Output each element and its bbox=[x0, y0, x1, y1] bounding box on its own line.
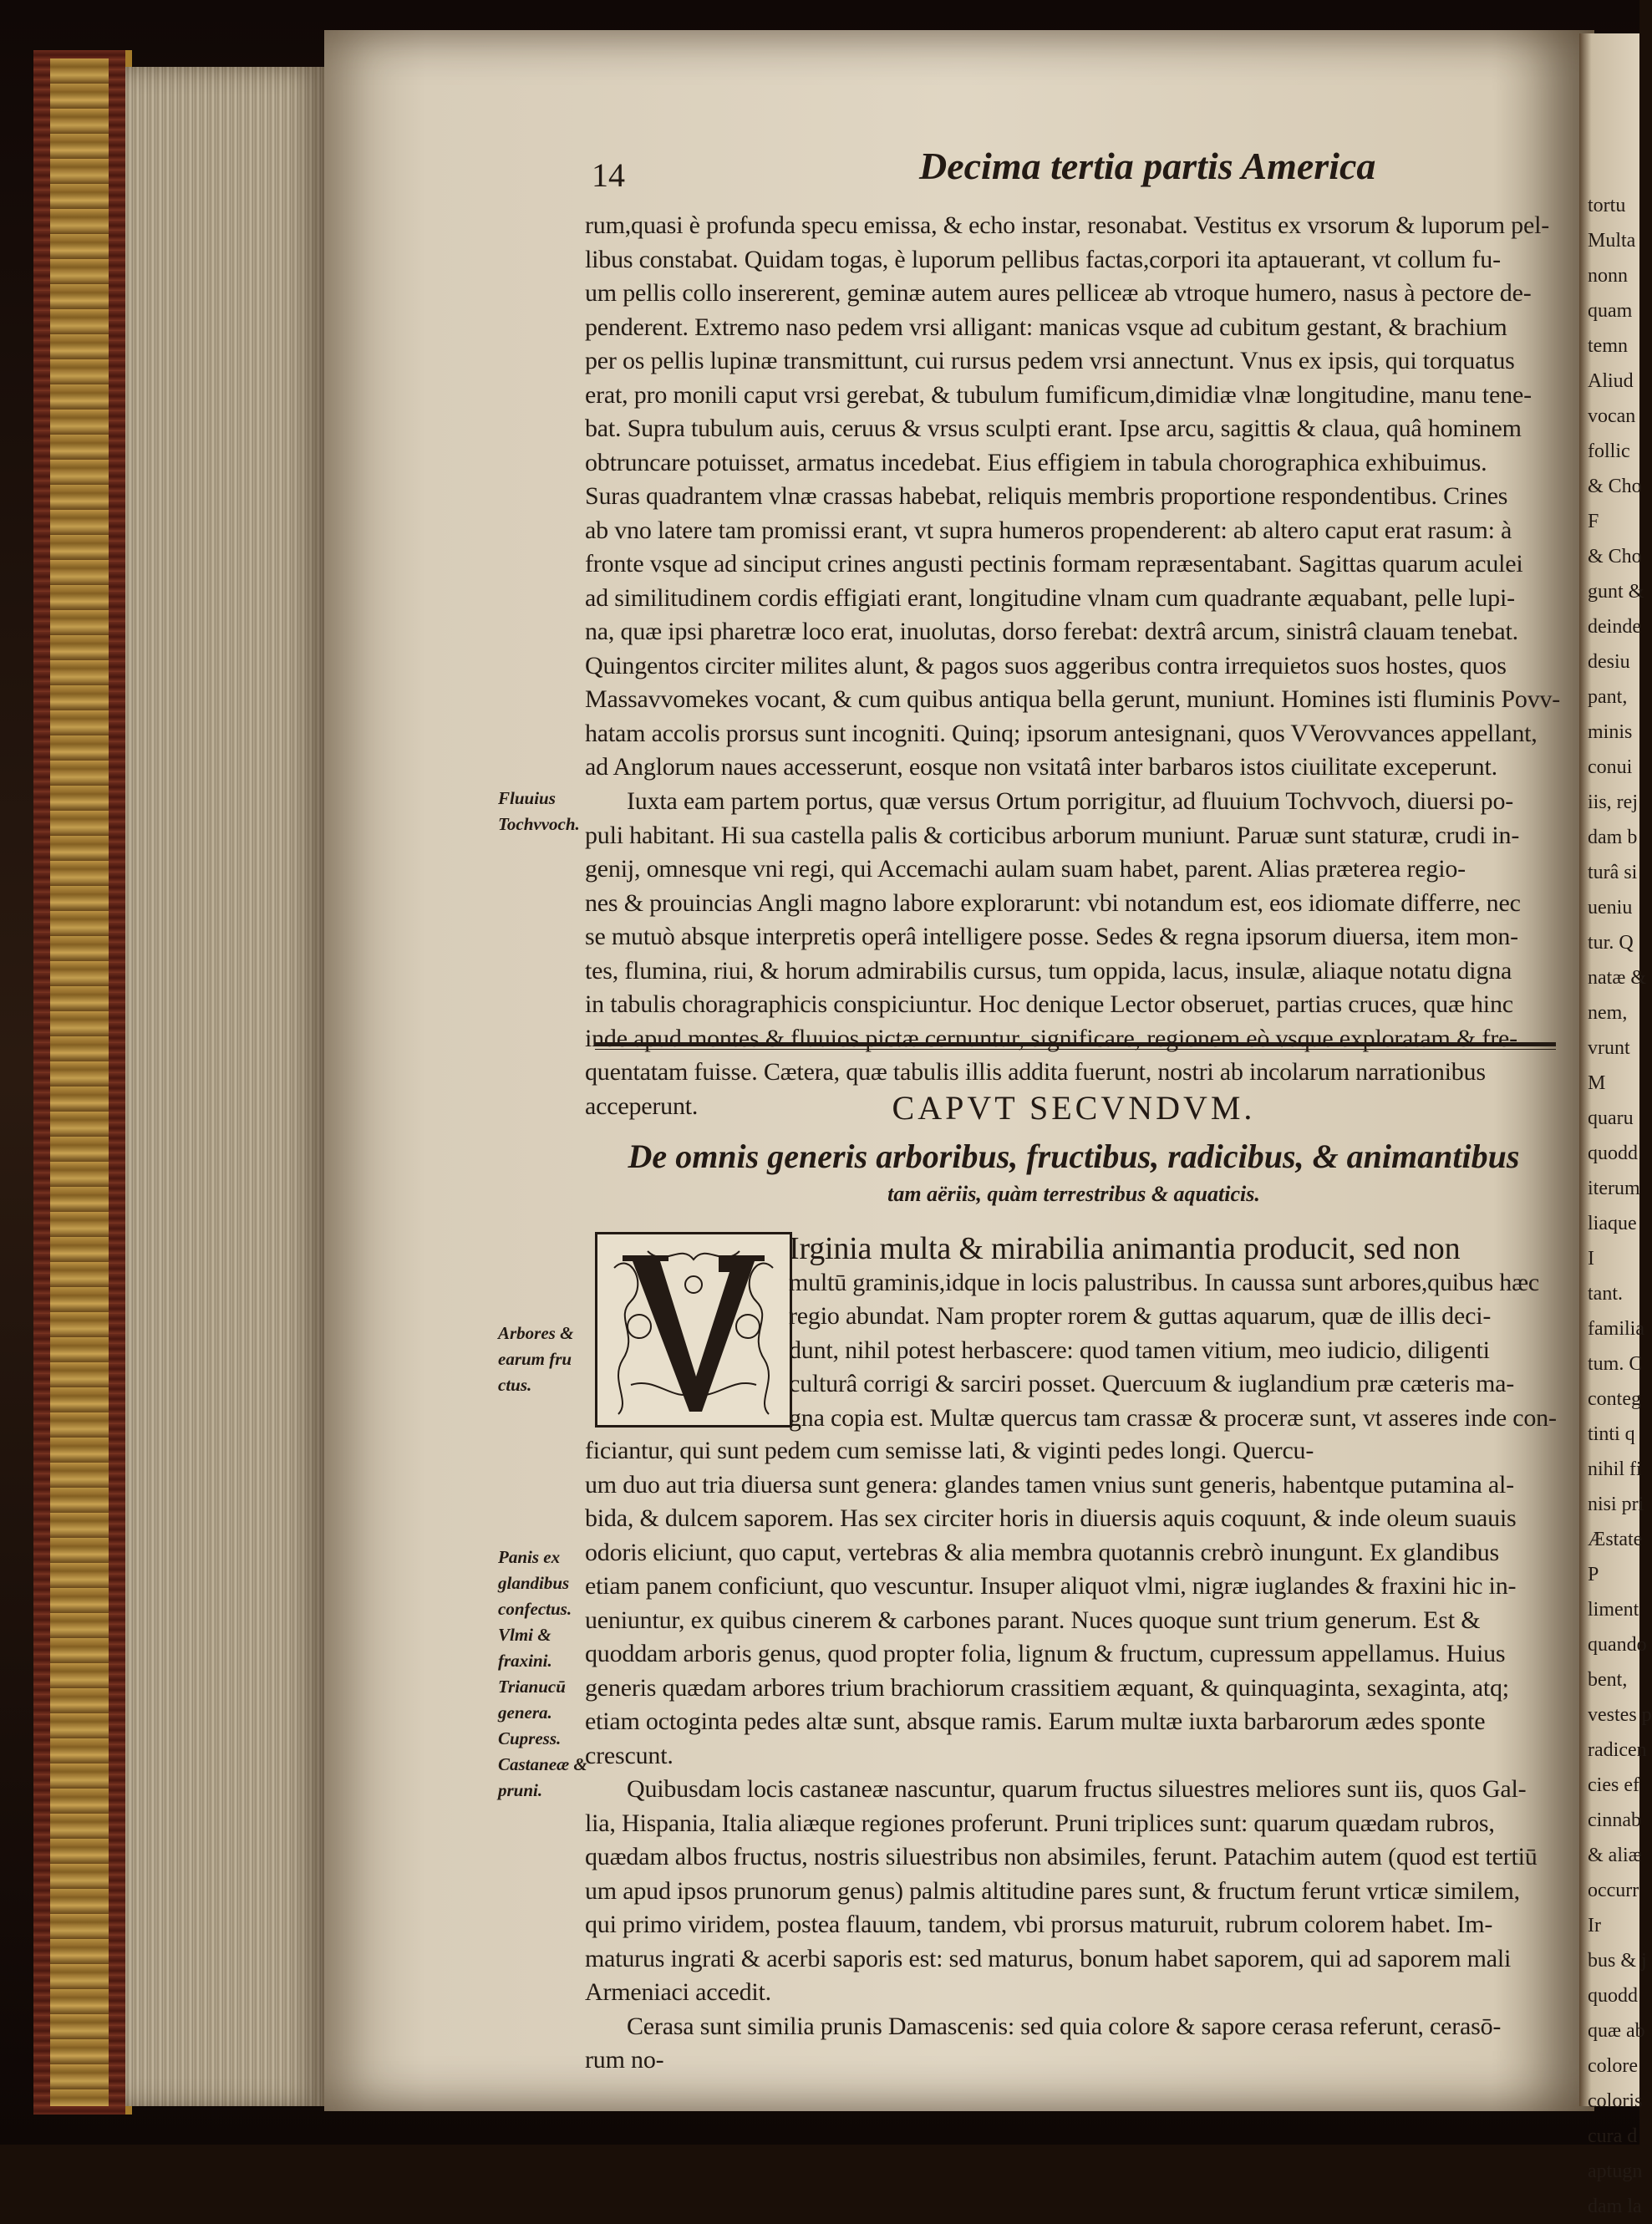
right-page-fragment: tur. Q bbox=[1588, 932, 1634, 954]
right-page-fragment: colore bbox=[1588, 2055, 1638, 2077]
text-line: gna copia est. Multæ quercus tam crassæ & proceræ sunt, vt asseres inde con- bbox=[789, 1403, 1557, 1432]
right-page-fragment: vrunt bbox=[1588, 1037, 1630, 1059]
text-line: na, quæ ipsi pharetræ loco erat, inuolutas, dorso ferebat: dextrâ arcum, sinistrâ clauam tenebat. bbox=[585, 618, 1518, 645]
text-line: quoddam arboris genus, quod propter folia, lignum & fructum, cupressum appellamus. Huius bbox=[585, 1640, 1506, 1667]
right-page-fragment: conui bbox=[1588, 756, 1633, 778]
text-line: qui primo viridem, postea flauum, tandem, vbi prorsus maturuit, rubrum colorem habet. Im- bbox=[585, 1911, 1493, 1938]
page-edges bbox=[125, 67, 326, 2106]
right-page-fragment: tant. bbox=[1588, 1283, 1623, 1305]
right-page-fragment: liment bbox=[1588, 1599, 1639, 1621]
right-page-fragment: occurr bbox=[1588, 1880, 1639, 1901]
right-page-text-fragments bbox=[1588, 188, 1652, 2224]
section-3-text bbox=[585, 1434, 1563, 2078]
chapter-rule bbox=[595, 1042, 1556, 1046]
right-page-fragment: quaru bbox=[1588, 1107, 1634, 1129]
chapter-rule-thin bbox=[595, 1049, 1556, 1050]
right-page-fragment: Æstate bbox=[1588, 1529, 1643, 1550]
margin-note-line: genera. bbox=[498, 1702, 552, 1723]
right-page-fragment: cies ef bbox=[1588, 1774, 1639, 1796]
right-page-fragment: quodd bbox=[1588, 1143, 1638, 1164]
right-page-fragment: bus & j bbox=[1588, 1950, 1647, 1972]
text-line: Quingentos circiter milites alunt, & pagos suos aggeribus contra irrequietos suos hostes, quos bbox=[585, 651, 1507, 679]
right-page-fragment: & Cho bbox=[1588, 476, 1642, 497]
section-2-text bbox=[585, 785, 1563, 1123]
margin-note-line: ctus. bbox=[498, 1375, 532, 1395]
margin-note-arbores bbox=[498, 1321, 573, 1398]
right-page-fragment: tortu bbox=[1588, 195, 1626, 216]
text-line: rum no- bbox=[585, 2046, 664, 2074]
text-line: ad similitudinem cordis effigiati erant, longitudine vlnam cum quadrante æquabant, pelle lupi- bbox=[585, 583, 1515, 612]
text-line: nes & prouincias Angli magno labore explorarunt: vbi notandum est, eos idiomate differre, nec bbox=[585, 888, 1521, 917]
right-page-fragment: nihil fi bbox=[1588, 1458, 1642, 1480]
text-line: hatam accolis prorsus sunt incogniti. Quinq; ipsorum antesignani, quos VVerovvances appellant, bbox=[585, 719, 1538, 747]
text-line: Cerasa sunt similia prunis Damascenis: sed quia colore & sapore cerasa referunt, cerasō- bbox=[627, 2012, 1502, 2040]
margin-note-line: Cupress. bbox=[498, 1728, 562, 1748]
margin-note-line: Vlmi & bbox=[498, 1625, 552, 1645]
margin-note-panis bbox=[498, 1545, 587, 1804]
chapter-subtitle-line1: De omnis generis arboribus, fructibus, radicibus, & animantibus bbox=[628, 1137, 1520, 1175]
right-page-fragment: conteg bbox=[1588, 1388, 1641, 1410]
right-page-fragment: natæ & bbox=[1588, 967, 1646, 989]
right-page-fragment: nonn bbox=[1588, 265, 1628, 287]
text-line: Iuxta eam partem portus, quæ versus Ortum porrigitur, ad fluuium Tochvvoch, diuersi po- bbox=[627, 787, 1514, 815]
margin-note-line: confectus. bbox=[498, 1599, 572, 1619]
margin-note-line: Tochvvoch. bbox=[498, 814, 580, 834]
margin-note-line: Panis ex bbox=[498, 1547, 561, 1567]
text-line: um duo aut tria diuersa sunt genera: glandes tamen vnius sunt generis, habentque putamina al- bbox=[585, 1470, 1514, 1499]
text-line: etiam octoginta pedes altæ sunt, absque ramis. Earum multæ iuxta barbarorum ædes sponte bbox=[585, 1707, 1486, 1735]
right-page-fragment: Ir bbox=[1588, 1915, 1601, 1936]
right-page-fragment: quodd bbox=[1588, 1985, 1638, 2007]
right-page-fragment: dam la bbox=[1588, 2196, 1642, 2217]
right-page-fragment: pant, bbox=[1588, 686, 1628, 708]
right-page-fragment: aptugn bbox=[1588, 2160, 1643, 2182]
text-line: inde apud montes & fluuios pictæ cernuntur, significare, regionem eò vsque exploratam & fre- bbox=[585, 1024, 1517, 1052]
text-line: etiam panem conficiunt, quo vescuntur. Insuper aliquot vlmi, nigræ iuglandes & fraxini hic in- bbox=[585, 1572, 1517, 1600]
text-line: um pellis collo insererent, geminæ autem aures pelliceæ ab vtroque humero, nasus à pectore de- bbox=[585, 279, 1532, 307]
right-page-fragment: deinde bbox=[1588, 616, 1641, 638]
right-page-fragment: F bbox=[1588, 511, 1599, 532]
text-line: Massavvomekes vocant, & cum quibus antiqua bella gerunt, muniunt. Homines isti fluminis Povv- bbox=[585, 685, 1561, 713]
right-page-fragment: vocan bbox=[1588, 405, 1636, 427]
margin-note-line: fraxini. bbox=[498, 1651, 552, 1671]
right-page-fragment: turâ si bbox=[1588, 862, 1638, 883]
gilt-edge-decoration bbox=[50, 59, 109, 2106]
text-line: regio abundat. Nam propter rorem & guttas aquarum, quæ de illis deci- bbox=[789, 1302, 1492, 1330]
margin-note-line: Trianucū bbox=[498, 1677, 566, 1697]
text-line: ueniuntur, ex quibus cinerem & carbones parant. Nuces quoque sunt trium generum. Est & bbox=[585, 1606, 1481, 1634]
right-page-fragment: quam bbox=[1588, 300, 1633, 322]
text-line: multū graminis,idque in locis palustribus. In caussa sunt arbores,quibus hæc bbox=[789, 1268, 1540, 1296]
margin-note-line: pruni. bbox=[498, 1780, 543, 1800]
text-line: odoris eliciunt, quo caput, vertebras & alia membra quotannis crebrò inungunt. Ex glandibus bbox=[585, 1538, 1500, 1566]
text-line: Armeniaci accedit. bbox=[585, 1978, 771, 2006]
right-page-fragment: P bbox=[1588, 1564, 1599, 1585]
text-line: dunt, nihil potest herbascere: quod tamen vitium, meo iudicio, diligenti bbox=[789, 1336, 1490, 1364]
text-line: penderent. Extremo naso pedem vrsi alligant: manicas vsque ad cubitum gestant, & brachium bbox=[585, 313, 1507, 341]
right-page-fragment: quando bbox=[1588, 1634, 1647, 1656]
right-page-fragment: follic bbox=[1588, 440, 1630, 462]
decorated-initial bbox=[595, 1232, 792, 1428]
section-3-text-beside-initial bbox=[789, 1232, 1566, 1435]
text-line: libus constabat. Quidam togas, è luporum pellibus factas,corpori ita aptauerant, vt collum fu- bbox=[585, 245, 1501, 273]
text-line: Irginia multa & mirabilia animantia producit, sed non bbox=[789, 1231, 1461, 1266]
right-page-fragment: & aliæ bbox=[1588, 1845, 1642, 1866]
margin-note-line: Fluuius bbox=[498, 788, 556, 808]
text-line: se mutuò absque interpretis operâ intelligere posse. Sedes & regna ipsorum diuersa, item mon- bbox=[585, 923, 1518, 950]
text-line: obtruncare potuisset, armatus incedebat. Eius effigiem in tabula chorographica exhibuimus. bbox=[585, 448, 1487, 476]
right-page-fragment: dam b bbox=[1588, 827, 1638, 848]
right-page-fragment: tinti q bbox=[1588, 1423, 1635, 1445]
margin-note-line: Arbores & bbox=[498, 1323, 574, 1343]
text-line: puli habitant. Hi sua castella palis & corticibus arborum muniunt. Paruæ sunt staturæ, crudi in- bbox=[585, 821, 1520, 849]
chapter-subtitle-line2: tam aëriis, quàm terrestribus & aquaticis. bbox=[887, 1182, 1260, 1206]
text-line: um apud ipsos prunorum genus) palmis altitudine pares sunt, & fructum ferunt vrticæ similem, bbox=[585, 1876, 1520, 1905]
right-page-fragment: tum. C bbox=[1588, 1353, 1643, 1375]
text-line: maturus ingrati & acerbi saporis est: sed maturus, bonum habet saporem, qui ad saporem mali bbox=[585, 1944, 1512, 1972]
right-page-fragment: cura d bbox=[1588, 2125, 1638, 2147]
text-line: Suras quadrantem vlnæ crassas habebat, reliquis membris proportione respondentibus. Crines bbox=[585, 482, 1508, 510]
text-line: ad Anglorum naues accesserunt, eosque non vsitatâ inter barbaros istos ciuilitate exceperunt. bbox=[585, 753, 1497, 781]
text-line: bida, & dulcem saporem. Has sex circiter horis in diuersis aquis coquunt, & inde oleum suauis bbox=[585, 1504, 1517, 1532]
right-page-fragment: radicen bbox=[1588, 1739, 1647, 1761]
margin-note-line: glandibus bbox=[498, 1573, 570, 1593]
right-page-fragment: M bbox=[1588, 1072, 1606, 1094]
text-line: generis quædam arbores trium brachiorum crassitiem æquant, & quinquaginta, sexaginta, atq; bbox=[585, 1673, 1509, 1702]
right-page-fragment: Aliud bbox=[1588, 370, 1634, 392]
text-line: acceperunt. bbox=[585, 1092, 699, 1120]
right-page-fragment: temn bbox=[1588, 335, 1628, 357]
text-line: Quibusdam locis castaneæ nascuntur, quarum fructus siluestres meliores sunt iis, quos Gal- bbox=[627, 1775, 1527, 1803]
text-line: quædam albos fructus, nostris siluestribus non absimiles, ferunt. Patachim autem (quod est tertiū bbox=[585, 1843, 1538, 1870]
text-line: ab vno latere tam promissi erant, vt supra humeros propenderent: ab altero caput erat rasum: à bbox=[585, 516, 1512, 544]
right-page-fragment: quæ ab bbox=[1588, 2020, 1645, 2042]
text-line: ficiantur, qui sunt pedem cum semisse lati, & viginti pedes longi. Quercu- bbox=[585, 1437, 1314, 1464]
right-page-fragment: nisi pri bbox=[1588, 1494, 1644, 1515]
page-number: 14 bbox=[592, 156, 625, 194]
text-line: rum,quasi è profunda specu emissa, & echo instar, resonabat. Vestitus ex vrsorum & luporum pel- bbox=[585, 211, 1549, 239]
text-line: genij, omnesque vni regi, qui Accemachi aulam suam habet, parent. Alias præterea regio- bbox=[585, 855, 1466, 883]
right-page-fragment: Multa bbox=[1588, 230, 1636, 252]
section-1-text bbox=[585, 209, 1563, 785]
text-line: in tabulis choragraphicis conspiciuntur. Hoc denique Lector obseruet, partias cruces, quæ hinc bbox=[585, 990, 1513, 1018]
right-page-fragment: coloris bbox=[1588, 2090, 1643, 2112]
decorated-initial-v-icon bbox=[597, 1234, 790, 1425]
right-page-fragment: minis bbox=[1588, 721, 1633, 743]
right-page-fragment: desiu bbox=[1588, 651, 1630, 673]
chapter-title: CAPVT SECVNDVM. bbox=[892, 1089, 1256, 1127]
text-line: quentatam fuisse. Cætera, quæ tabulis illis addita fuerunt, nostri ab incolarum narrationibus bbox=[585, 1058, 1486, 1086]
right-page-fragment: & Cho bbox=[1588, 546, 1642, 567]
right-page-fragment: bent, bbox=[1588, 1669, 1628, 1691]
margin-note-line: Castaneæ & bbox=[498, 1754, 587, 1774]
right-page-fragment: iterum bbox=[1588, 1178, 1640, 1199]
running-head: Decima tertia partis America bbox=[919, 145, 1376, 187]
text-line: crescunt. bbox=[585, 1741, 674, 1769]
text-line: erat, pro monili caput vrsi gerebat, & tubulum fumificum,dimidiæ vlnæ longitudine, manu tene- bbox=[585, 380, 1532, 409]
right-page-fragment: familia bbox=[1588, 1318, 1644, 1340]
right-page-fragment: vestes p bbox=[1588, 1704, 1652, 1726]
right-page-fragment: cinnab bbox=[1588, 1809, 1641, 1831]
text-line: tes, flumina, riui, & horum admirabilis cursus, tum oppida, lacus, insulæ, aliaque notatu digna bbox=[585, 956, 1512, 985]
right-page-fragment: liaque bbox=[1588, 1213, 1637, 1234]
right-page-fragment: ueniu bbox=[1588, 897, 1633, 919]
right-page-fragment: I bbox=[1588, 1248, 1594, 1270]
right-page-fragment: nem, bbox=[1588, 1002, 1628, 1024]
margin-note-line: earum fru bbox=[498, 1349, 572, 1369]
right-page-fragment: iis, rej bbox=[1588, 791, 1638, 813]
text-line: bat. Supra tubulum auis, ceruus & vrsus sculpti erant. Ipse arcu, sagittis & claua, quâ hominem bbox=[585, 415, 1522, 442]
margin-note-fluuius bbox=[498, 786, 580, 837]
text-line: culturâ corrigi & sarciri posset. Quercuum & iuglandium præ cæteris ma- bbox=[789, 1370, 1515, 1397]
text-line: fronte vsque ad sinciput crines angusti pectinis formam repræsentabant. Sagittas quarum aculei bbox=[585, 550, 1523, 578]
right-page-fragment: gunt & bbox=[1588, 581, 1644, 603]
text-line: lia, Hispania, Italia aliæque regiones proferunt. Pruni triplices sunt: quarum quædam rubros, bbox=[585, 1809, 1495, 1837]
text-line: per os pellis lupinæ transmittunt, cui rursus pedem vrsi annectunt. Vnus ex ipsis, qui torquatus bbox=[585, 347, 1515, 374]
